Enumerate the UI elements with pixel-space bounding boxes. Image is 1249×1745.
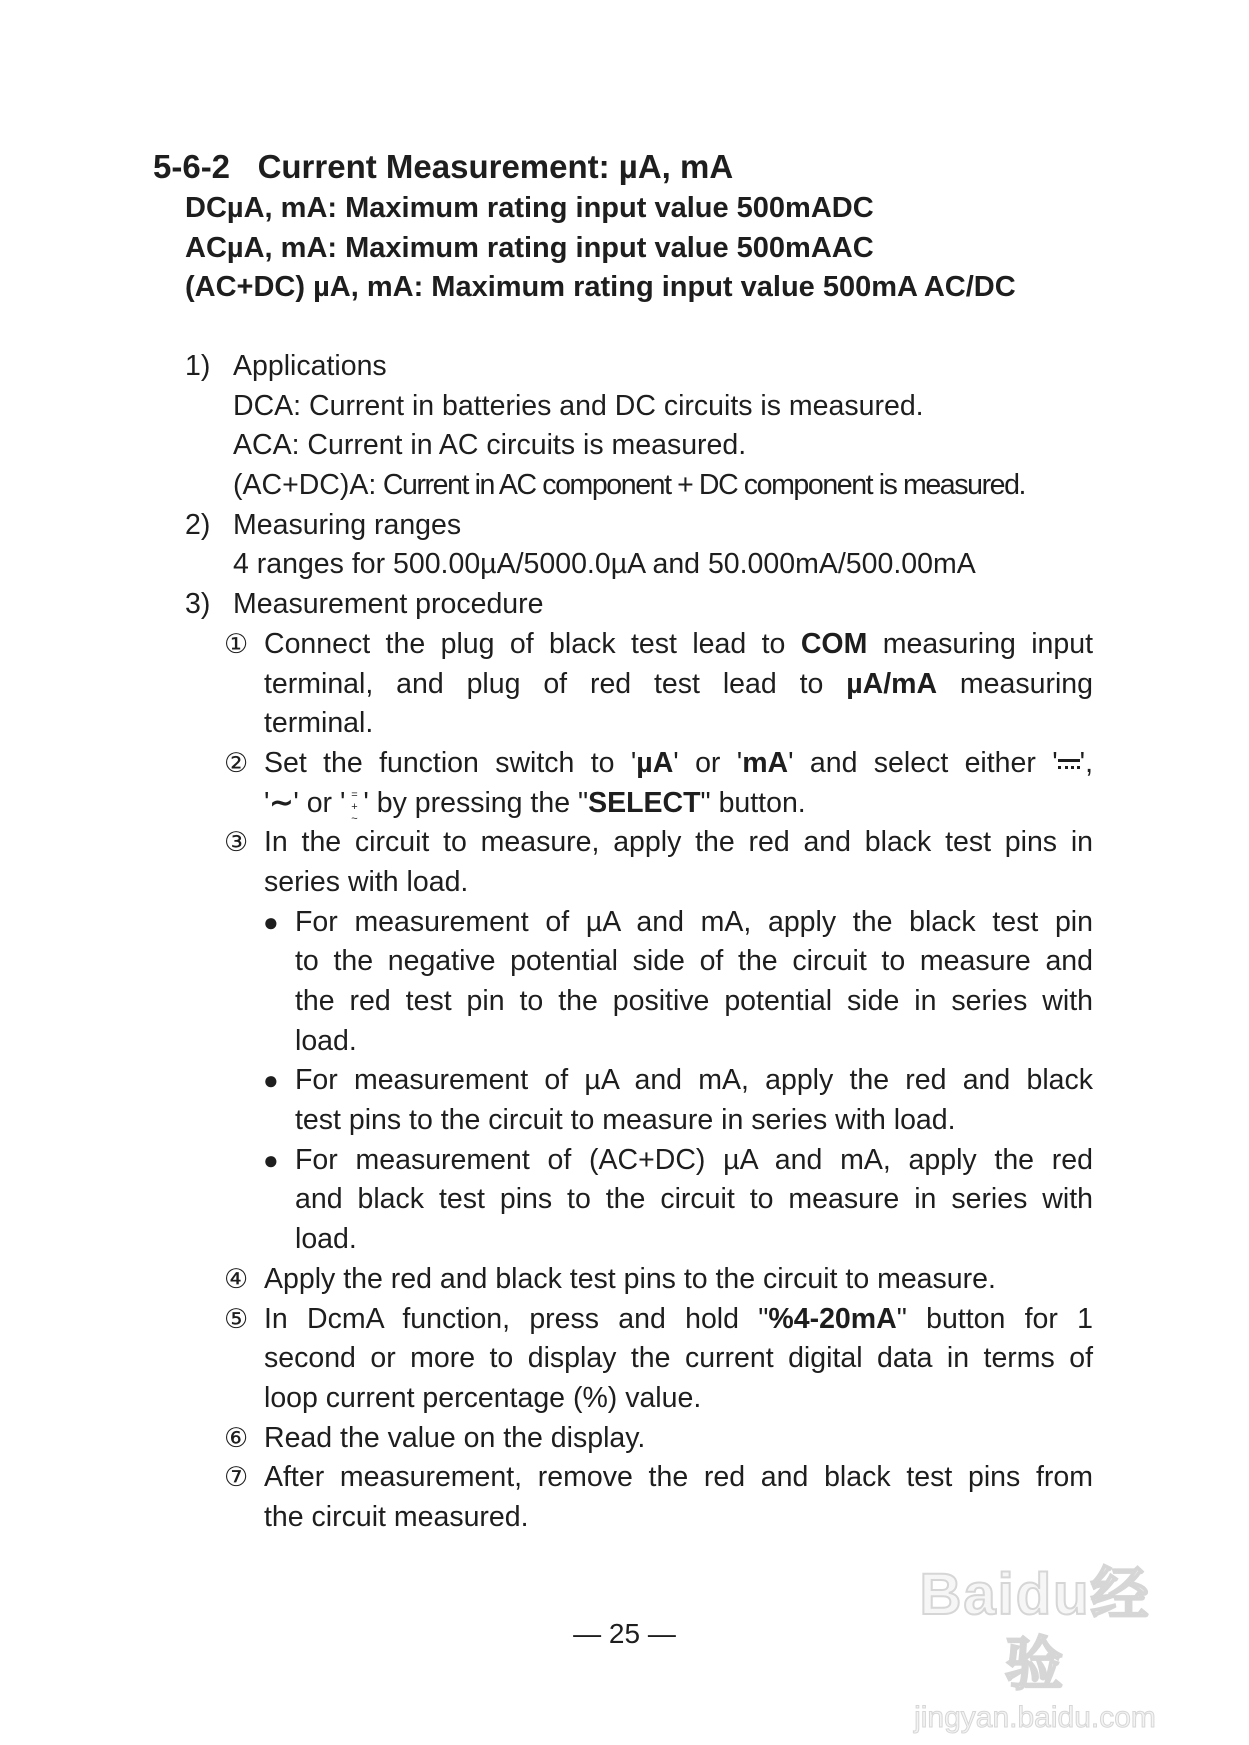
document-body [0,347,1249,1538]
text-segment: SELECT [588,786,701,819]
text-line: After measurement, remove the red and black test pins from [264,1461,1093,1494]
step-marker: ④ [224,1263,249,1295]
text-line: 4 ranges for 500.00µA/5000.0µA and 50.000mA/500.00mA [233,548,976,581]
bullet-icon: ● [263,1144,279,1175]
text-line: second or more to display the current digital data in terms of [264,1342,1093,1375]
text-line: and black test pins to the circuit to measure in series with [295,1183,1093,1216]
step-marker: ⑤ [224,1303,249,1335]
text-segment: terminal, and plug of red test lead to [264,667,847,700]
watermark-url: jingyan.baidu.com [914,1701,1156,1734]
text-segment: µA [636,746,674,779]
text-line: the red test pin to the positive potential side in series with [295,985,1093,1017]
ac-symbol-icon: ∼ [269,786,294,819]
acdc-mid: + [351,800,358,813]
step-marker: ⑥ [224,1422,249,1454]
text-line [264,625,1093,665]
text-segment: measuring [937,667,1093,700]
text-line: For measurement of µA and mA, apply the black test pin [295,905,1093,938]
text-line: For measurement of µA and mA, apply the red and black [295,1064,1093,1097]
text-line: load. [295,1024,357,1057]
text-line: Read the value on the display. [264,1421,646,1454]
text-segment: ', [1079,746,1093,779]
baidu-watermark-logo [890,1560,1180,1734]
text-segment: ' or ' [293,786,346,819]
list-number: 2) [185,508,211,541]
acdc-symbol-icon [345,789,363,825]
text-segment: µA/mA [846,667,938,700]
acdc-bot: ~ [351,812,358,825]
text-segment: In DcmA function, press and hold " [264,1302,769,1335]
acdc-top: = [351,788,358,801]
dc-symbol-icon [1058,757,1080,771]
section-number: 5-6-2 [153,148,231,185]
text-segment: Current in AC component + DC component is measured. [376,469,1026,502]
text-line: In the circuit to measure, apply the red and black test pins in [264,826,1093,859]
bullet-icon: ● [263,906,279,937]
text-segment: mA [742,746,789,779]
text-line [233,466,1249,506]
text-segment: " button for 1 [896,1302,1093,1335]
list-number: 3) [185,588,211,621]
text-segment: ' [264,786,270,819]
text-line: Apply the red and black test pins to the circuit to measure. [264,1262,996,1295]
text-line: test pins to the circuit to measure in series with load. [295,1104,956,1137]
rating-acdc: (AC+DC) µA, mA: Maximum rating input value 500mA AC/DC [185,271,1016,303]
text-segment: Connect the plug of black test lead to [264,627,801,660]
rating-ac: ACµA, mA: Maximum rating input value 500mAAC [185,232,874,264]
text-line: loop current percentage (%) value. [264,1381,702,1414]
text-line: series with load. [264,865,469,898]
step-marker: ⑦ [224,1462,249,1494]
text-line: terminal. [264,707,374,740]
list-title: Measuring ranges [233,508,462,541]
bullet-icon: ● [263,1065,279,1096]
text-line [264,665,1093,705]
text-line: load. [295,1223,357,1256]
text-segment: (AC+DC)A: [233,469,377,502]
text-segment: Set the function switch to ' [264,746,637,779]
text-line: to the negative potential side of the circuit to measure and [295,945,1093,978]
section-title: Current Measurement: µA, mA [257,148,734,185]
step-marker: ③ [224,827,249,859]
text-segment: ' and select either ' [788,746,1058,779]
text-line: ACA: Current in AC circuits is measured. [233,429,747,462]
text-segment: %4-20mA [768,1302,897,1335]
text-segment: COM [800,627,868,660]
text-segment: ' or ' [673,746,743,779]
text-segment: ' by pressing the " [363,786,589,819]
text-line: the circuit measured. [264,1500,529,1533]
text-line [264,1300,1093,1340]
page-number: — 25 — [573,1618,676,1649]
text-line [264,744,1093,784]
rating-dc: DCµA, mA: Maximum rating input value 500mADC [185,192,874,224]
text-segment: " button. [700,786,806,819]
watermark-brand: Baidu经验 [919,1562,1151,1697]
list-title: Applications [233,350,387,382]
text-line: For measurement of (AC+DC) µA and mA, apply the red [295,1143,1093,1176]
step-marker: ① [224,628,249,660]
list-title: Measurement procedure [233,588,544,621]
section-heading [153,146,733,188]
step-marker: ② [224,747,249,779]
list-number: 1) [185,350,211,382]
text-line: DCA: Current in batteries and DC circuits is measured. [233,389,924,422]
text-line [264,784,1093,824]
text-segment: measuring input [867,627,1094,660]
